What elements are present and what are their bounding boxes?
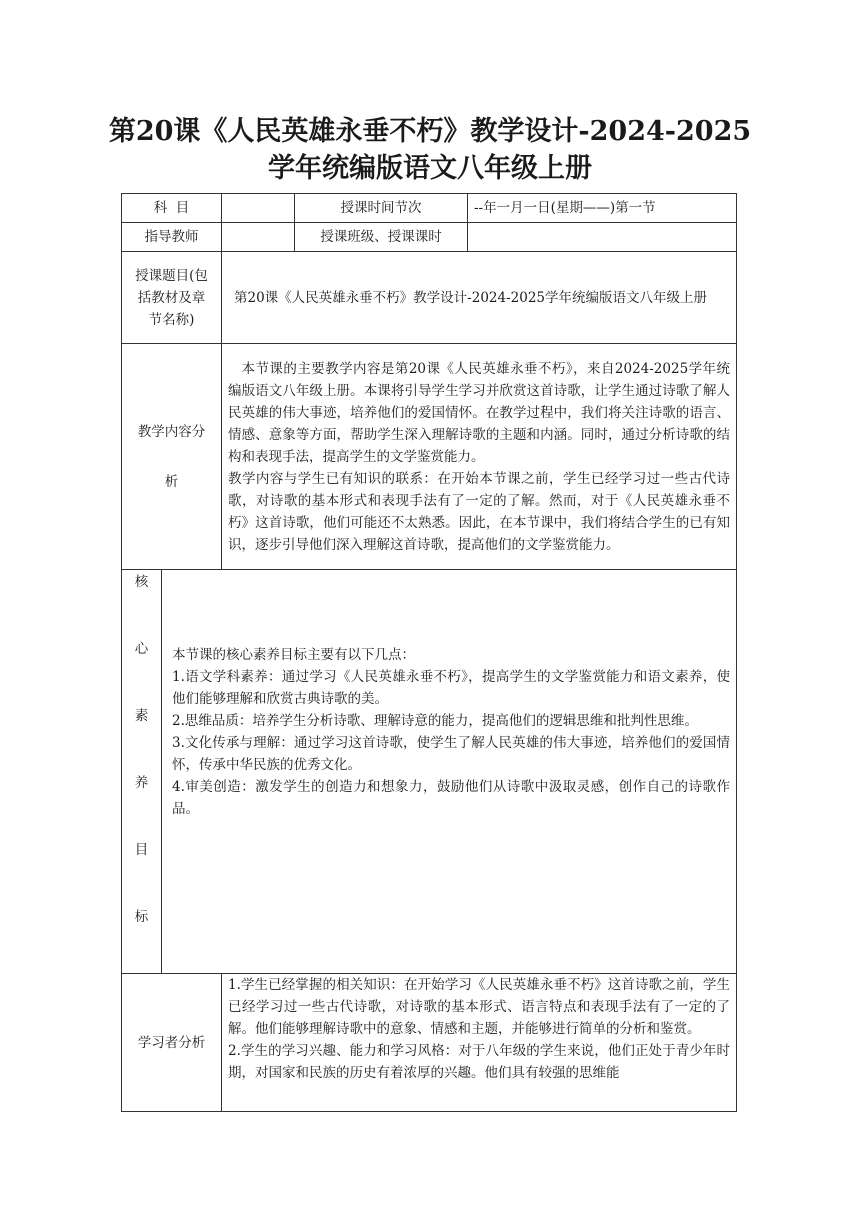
core-label-char: 核 <box>134 573 149 590</box>
row-learner <box>122 974 737 1112</box>
class-label: 授课班级、授课课时 <box>295 223 468 252</box>
core-item: 4.审美创造：激发学生的创造力和想象力，鼓励他们从诗歌中汲取灵感，创作自己的诗歌作品。 <box>172 778 730 817</box>
content-paragraph-1: 本节课的主要教学内容是第20课《人民英雄永垂不朽》，来自2024-2025学年统编版语文八年级上册。本课将引导学生学习并欣赏这首诗歌，让学生通过诗歌了解人民英雄的伟大事迹，培养他们的爱国情怀。在教学过程中，我们将关注诗歌的语言、情感、意象等方面，帮助学生深入理解诗歌的主题和内涵。同时，通过分析诗歌的结构和表现手法，提高学生的文学鉴赏能力。 <box>228 360 730 465</box>
topic-label: 授课题目(包括教材及章节名称) <box>122 252 222 344</box>
title-line-2: 学年统编版语文八年级上册 <box>268 153 592 184</box>
core-label <box>122 570 162 974</box>
core-label-char: 心 <box>134 640 149 657</box>
time-label: 授课时间节次 <box>295 194 468 223</box>
subject-label: 科 目 <box>122 194 222 223</box>
time-value: --年一月一日(星期——)第一节 <box>468 194 737 223</box>
learner-paragraph-1: 1.学生已经掌握的相关知识：在开始学习《人民英雄永垂不朽》这首诗歌之前，学生已经学习过一些古代诗歌，对诗歌的基本形式、语言特点和表现手法有了一定的了解。他们能够理解诗歌中的意象、情感和主题，并能够进行简单的分析和鉴赏。 <box>228 977 730 1037</box>
topic-value: 第20课《人民英雄永垂不朽》教学设计-2024-2025学年统编版语文八年级上册 <box>222 252 737 344</box>
title-line-1: 第20课《人民英雄永垂不朽》教学设计-2024-2025 <box>108 116 752 147</box>
core-item: 3.文化传承与理解：通过学习这首诗歌，使学生了解人民英雄的伟大事迹，培养他们的爱国情怀，传承中华民族的优秀文化。 <box>172 734 730 773</box>
core-label-char: 素 <box>134 707 149 724</box>
row-subject <box>122 194 737 223</box>
document-title <box>0 113 860 187</box>
core-label-char: 养 <box>134 774 149 791</box>
core-intro: 本节课的核心素养目标主要有以下几点： <box>172 646 415 663</box>
learner-label: 学习者分析 <box>122 974 222 1112</box>
content-label: 教学内容分析 <box>122 344 222 570</box>
learner-text <box>228 974 730 1110</box>
lesson-plan-table <box>121 193 737 1112</box>
row-teacher <box>122 223 737 252</box>
content-paragraph-2: 教学内容与学生已有知识的联系：在开始本节课之前，学生已经学习过一些古代诗歌，对诗歌的基本形式和表现手法有了一定的了解。然而，对于《人民英雄永垂不朽》这首诗歌，他们可能还不太熟悉。因此，在本节课中，我们将结合学生的已有知识，逐步引导他们深入理解这首诗歌，提高他们的文学鉴赏能力。 <box>228 470 730 553</box>
row-core <box>122 570 737 974</box>
core-label-char: 标 <box>134 908 149 925</box>
core-item: 2.思维品质：培养学生分析诗歌、理解诗意的能力，提高他们的逻辑思维和批判性思维。 <box>172 712 698 729</box>
core-label-char: 目 <box>134 841 149 858</box>
subject-value <box>222 194 295 223</box>
content-cell <box>222 344 737 570</box>
learner-paragraph-2: 2.学生的学习兴趣、能力和学习风格：对于八年级的学生来说，他们正处于青少年时期，对国家和民族的历史有着浓厚的兴趣。他们具有较强的思维能 <box>228 1043 730 1081</box>
class-value <box>468 223 737 252</box>
core-item: 1.语文学科素养：通过学习《人民英雄永垂不朽》，提高学生的文学鉴赏能力和语文素养，使他们能够理解和欣赏古典诗歌的美。 <box>172 668 730 707</box>
core-cell <box>162 570 737 974</box>
teacher-label: 指导教师 <box>122 223 222 252</box>
teacher-value <box>222 223 295 252</box>
learner-cell <box>222 974 737 1112</box>
row-topic <box>122 252 737 344</box>
row-content <box>122 344 737 570</box>
